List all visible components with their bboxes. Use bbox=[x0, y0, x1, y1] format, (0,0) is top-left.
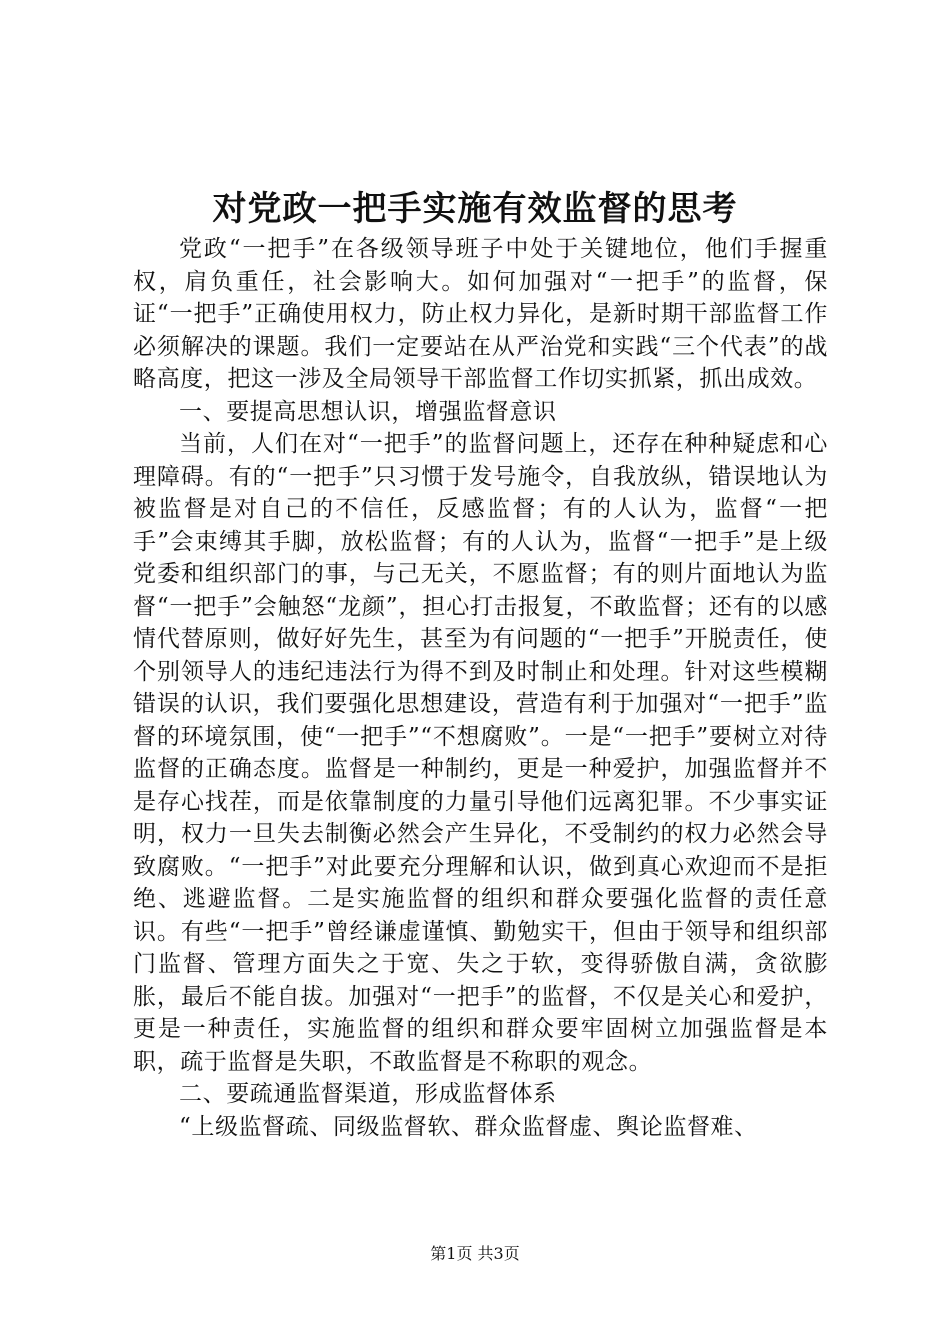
section-heading-1: 一、要提高思想认识，增强监督意识 bbox=[179, 398, 557, 425]
page-footer: 第1页 共3页 bbox=[430, 1244, 520, 1263]
document-title: 对党政一把手实施有效监督的思考 bbox=[212, 189, 738, 229]
section-1-paragraph: 当前，人们在对“一把手”的监督问题上，还存在种种疑虑和心理障碍。有的“一把手”只习惯于发号施令，自我放纵，错误地认为被监督是对自己的不信任，反感监督；有的人认为，监督“一把手”会束缚其手脚，放松监督；有的人认为，监督“一把手”是上级党委和组织部门的事，与己无关，不愿监督；有的则片面地认为监督“一把手”会触怒“龙颜”，担心打击报复，不敢监督；还有的以感情代替原则，做好好先生，甚至为有问题的“一把手”开脱责任，使个别领导人的违纪违法行为得不到及时制止和处理。针对这些模糊错误的认识，我们要强化思想建设，营造有利于加强对“一把手”监督的环境氛围，使“一把手”“不想腐败”。一是“一把手”要树立对待监督的正确态度。监督是一种制约，更是一种爱护，加强监督并不是存心找茬，而是依靠制度的力量引导他们远离犯罪。不少事实证明，权力一旦失去制衡必然会产生异化，不受制约的权力必然会导致腐败。“一把手”对此要充分理解和认识，做到真心欢迎而不是拒绝、逃避监督。二是实施监督的组织和群众要强化监督的责任意识。有些“一把手”曾经谦虚谨慎、勤勉实干，但由于领导和组织部门监督、管理方面失之于宽、失之于软，变得骄傲自满，贪欲膨胀，最后不能自拔。加强对“一把手”的监督，不仅是关心和爱护，更是一种责任，实施监督的组织和群众要牢固树立加强监督是本职，疏于监督是失职，不敢监督是不称职的观念。 bbox=[133, 431, 828, 1075]
section-heading-2: 二、要疏通监督渠道，形成监督体系 bbox=[179, 1081, 557, 1107]
intro-paragraph: 党政“一把手”在各级领导班子中处于关键地位，他们手握重权，肩负重任，社会影响大。如何加强对“一把手”的监督，保证“一把手”正确使用权力，防止权力异化，是新时期干部监督工作必须解决的课题。我们一定要站在从严治党和实践“三个代表”的战略高度，把这一涉及全局领导干部监督工作切实抓紧，抓出成效。 bbox=[133, 236, 828, 392]
document-body bbox=[133, 233, 828, 1143]
section-2-paragraph: “上级监督疏、同级监督软、群众监督虚、舆论监督难、 bbox=[179, 1113, 758, 1140]
